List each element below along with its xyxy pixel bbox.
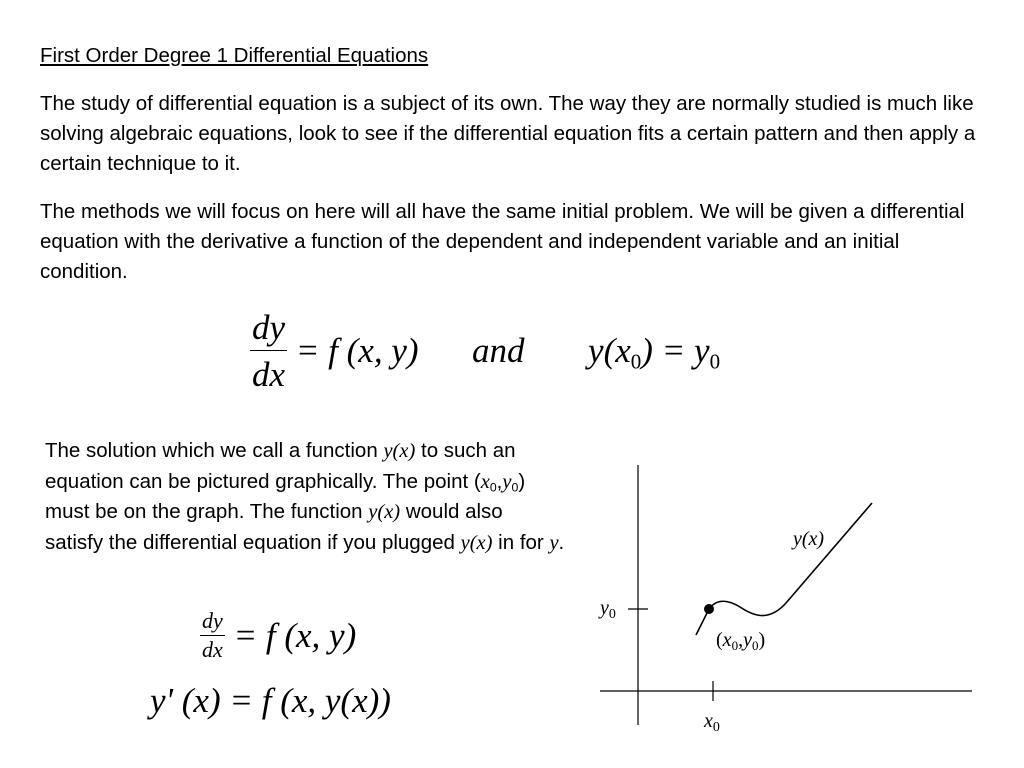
sol-x0: x (480, 470, 490, 493)
equation-rhs: = f (x, y) (295, 331, 419, 370)
fraction-denominator: dx (252, 355, 286, 394)
sol-y0: y (502, 470, 512, 493)
ic-left: y(x (588, 331, 631, 370)
ic-mid: ) = y (641, 331, 710, 370)
curve-label: y(x) (793, 528, 825, 550)
point-label-comma: , (738, 629, 744, 651)
point-label (716, 629, 765, 653)
x0-label-var: x (704, 710, 713, 732)
sol-comma: , (496, 469, 503, 493)
x0-label-sub: 0 (712, 720, 720, 735)
ic-sub2: 0 (709, 349, 721, 374)
page-title: First Order Degree 1 Differential Equations (40, 44, 429, 67)
derivative-fraction (250, 310, 287, 392)
x0-label (703, 710, 720, 735)
sol-y0-sub: 0 (511, 480, 519, 495)
fraction-bar (200, 635, 225, 636)
methods-paragraph: The methods we will focus on here will all have the same initial problem. We will be given a differential equation with the derivative a function of the dependent and independent variable and an initial condition. (40, 200, 965, 283)
fraction-numerator: dy (252, 308, 286, 347)
sol-part2: to such an equation can be pictured graphically. The point ( (45, 439, 516, 493)
differential-equation (200, 610, 356, 661)
point-label-y-sub: 0 (751, 638, 759, 653)
sol-part1: The solution which we call a function (45, 439, 384, 462)
point-label-y: y (743, 629, 752, 651)
sol-fx3: y(x) (460, 532, 493, 555)
sol-part3: ) must be on the graph. The function (45, 469, 526, 524)
sol-period: . (558, 531, 565, 555)
initial-value-equation (250, 310, 720, 392)
solution-curve (696, 503, 872, 635)
sol-part4: would also satisfy the differential equation if you plugged (45, 500, 503, 555)
point-label-open: ( (716, 629, 723, 651)
y0-label (598, 597, 616, 622)
substituted-equation: y' (x) = f (x, y(x)) (150, 681, 391, 720)
equation-rhs: = f (x, y) (233, 615, 357, 655)
point-label-x: x (722, 629, 732, 651)
derivative-fraction-small (200, 610, 225, 661)
fraction-bar (250, 350, 287, 351)
ic-sub: 0 (630, 349, 642, 374)
sol-x0-sub: 0 (489, 480, 497, 495)
solution-graph (590, 455, 990, 745)
sol-y: y (549, 532, 559, 555)
y0-label-sub: 0 (608, 607, 616, 622)
intro-paragraph: The study of differential equation is a subject of its own. The way they are normally studied is much like solving algebraic equations, look to see if the differential equation fits a certain pattern and then apply a certain technique to it. (40, 92, 976, 175)
solution-paragraph (45, 436, 565, 559)
y0-label-var: y (600, 597, 609, 619)
point-label-x-sub: 0 (731, 638, 739, 653)
sol-fx2: y(x) (368, 501, 401, 524)
point-label-close: ) (758, 629, 766, 651)
fraction-denominator: dx (202, 637, 223, 662)
equation-connector: and (472, 331, 525, 370)
initial-point (704, 604, 714, 614)
initial-condition (588, 331, 721, 374)
fraction-numerator: dy (202, 608, 223, 633)
sol-part5: in for (492, 531, 550, 555)
sol-fx1: y(x) (383, 440, 416, 462)
